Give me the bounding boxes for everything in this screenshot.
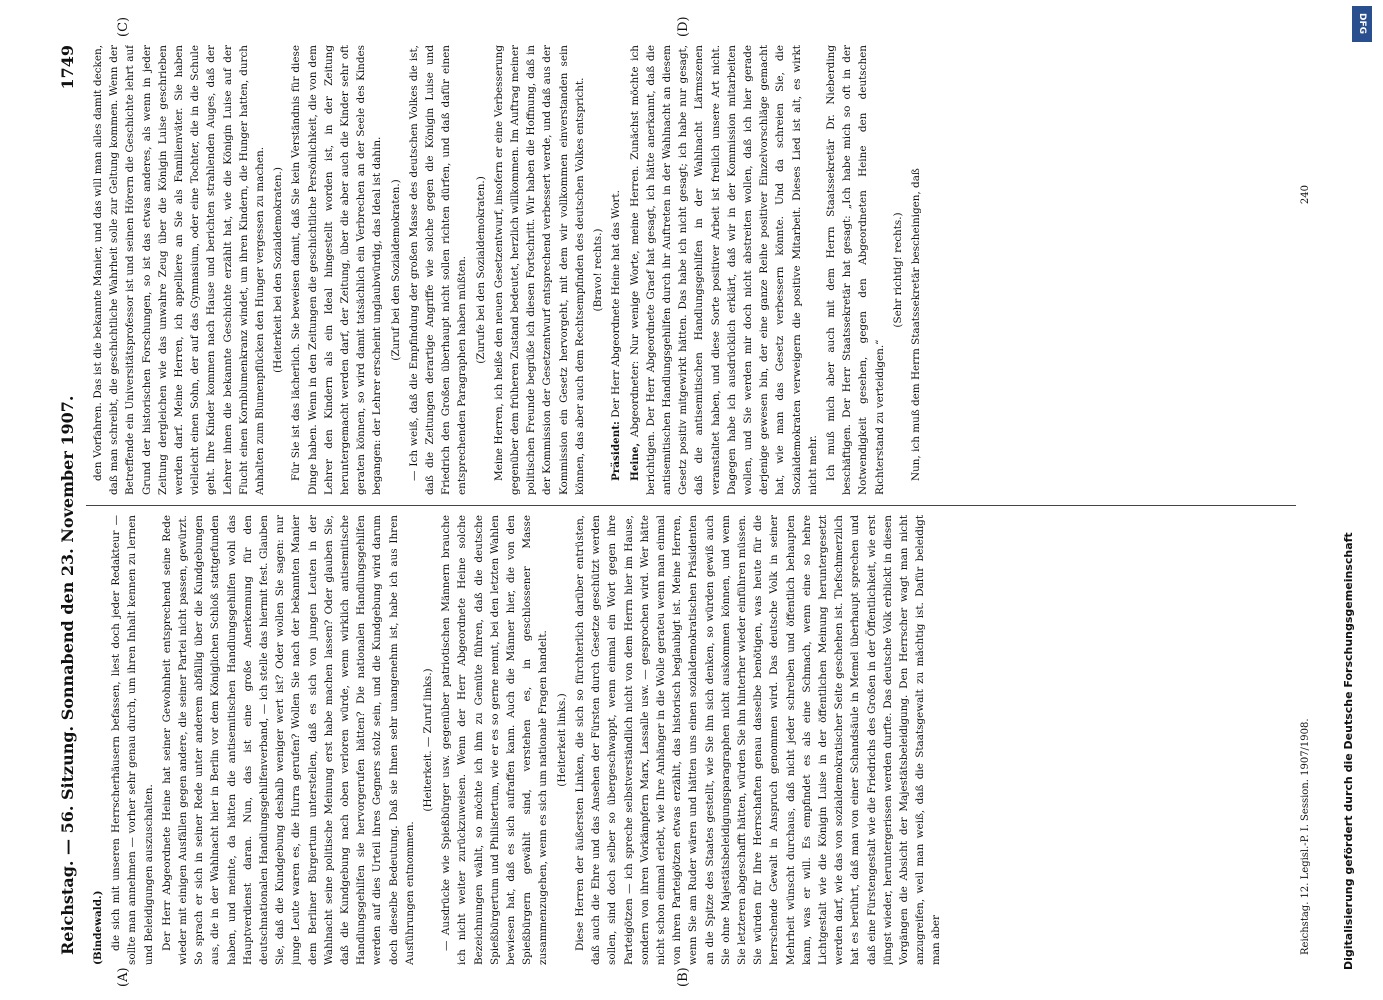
body-paragraph: — Ich weiß, daß die Empfindung der großen Masse des deutschen Volkes die ist, daß die Zeitungen derartige Angriffe wie solche gegen die Königin Luise und Friedrich den Großen überhaupt nicht sollen richten dürfen, und daß dafür einen entsprechenden Paragraphen haben müßten. bbox=[407, 45, 469, 495]
margin-marker-d: (D) bbox=[676, 16, 691, 37]
body-paragraph: Nun, ich muß dem Herrn Staatssekretär bescheinigen, daß bbox=[909, 168, 922, 481]
digitization-note bbox=[1342, 0, 1383, 1000]
header-title: Reichstag. — 56. Sitzung. Sonnabend den 23. November 1907. bbox=[58, 395, 77, 955]
margin-marker-c: (C) bbox=[116, 16, 131, 37]
speech-text: Der Herr Abgeordnete Heine hat das Wort. bbox=[610, 190, 623, 422]
stage-direction: (Zurufe bei den Sozialdemokraten.) bbox=[474, 176, 487, 364]
page-number: 1749 bbox=[58, 45, 77, 90]
stage-direction: (Zuruf bei den Sozialdemokraten.) bbox=[389, 179, 402, 361]
stage-direction: (Sehr richtig! rechts.) bbox=[891, 212, 904, 328]
dfg-logo: DFG bbox=[1352, 6, 1372, 42]
stage-direction: (Bravo! rechts.) bbox=[592, 228, 605, 312]
margin-marker-a: (A) bbox=[116, 967, 131, 987]
stage-direction: (Heiterkeit links.) bbox=[555, 693, 568, 787]
column-divider bbox=[86, 505, 1296, 506]
speech-text: Abgeordneter: Nur wenige Worte, meine Herren. Zunächst möchte ich berichtigen. Der Herr Abgeordnete Graef hat gesagt, ich hätte anerkannt, daß die antisemitischen Handlungsgehilfen durch ihr Auftreten in der Wahlnacht an diesem Gesetz positiv mitgewirkt hätten. Das habe ich nicht gesagt; ich habe nur gesagt, daß die antisemitischen Handlungsgehilfen in der Wahlnacht Lärmszenen veranstaltet haben, und diese Sorte positiver Arbeit ist freilich unsere Art nicht. Dagegen habe ich ausdrücklich erklärt, daß wir in der Kommission mitarbeiten wollen, und Sie werden mir doch nicht abstreiten wollen, daß ich hier gerade derjenige gewesen bin, der eine ganze Reihe positiver Einzelvorschläge gemacht hat, wie man das Gesetz verbessern könnte. Und da schreien Sie, die Sozialdemokraten verweigern die positive Mitarbeit. Dieses Lied ist alt, es wirkt nicht mehr. bbox=[628, 45, 819, 495]
body-paragraph: den Vorfahren. Das ist die bekannte Manier, und das will man alles damit decken, daß man schreibt, die geschichtliche Wahrheit solle zur Geltung kommen. Wenn der Betreffende ein Universitätsprofessor ist und seinen Hörern die Geschichte lehrt auf Grund der historischen Forschungen, so ist das etwas anderes, als wenn in jeder Zeitung dergleichen wie das unwahre Zeug über die Königin Luise geschrieben werden darf. Meine Herren, ich appelliere an Sie als Familienväter. Sie haben vielleicht einen Sohn, der auf das Gymnasium, oder eine Tochter, die in die Schule geht. Ihre Kinder kommen nach Hause und berichten strahlenden Auges, daß der Lehrer ihnen die bekannte Geschichte erzählt hat, wie die Königin Luise auf der Flucht einen Kornblumenkranz windet, um ihren Kindern, die Hunger hatten, durch Anhalten zum Blumenpflücken den Hunger vergessen zu machen. bbox=[92, 45, 267, 495]
speaker-label bbox=[90, 515, 106, 965]
margin-marker-b: (B) bbox=[676, 967, 691, 987]
body-paragraph: Der Herr Abgeordnete Heine hat seiner Gewohnheit entsprechend seine Rede wieder mit einigen Ausfällen gegen andere, die seiner Partei nicht passen, gewürzt. So sprach er sich in seiner Rede unter anderem abfällig über die Kundgebungen aus, die in der Wahlnacht hier in Berlin vor dem Königlichen Schloß stattgefunden haben, und meinte, da hätten die antisemitischen Handlungsgehilfen wohl das Hauptverdienst daran. Nun, das ist eine große Anerkennung für den deutschnationalen Handlungsgehilfenverband, — ich stelle das hiermit fest. Glauben Sie, daß die Kundgebung deshalb weniger wert ist? Oder wollen Sie sagen: nur junge Leute waren es, die Hurra gerufen? Wollen Sie nach der bekannten Manier dem Berliner Bürgertum unterstellen, daß es sich von jungen Leuten in der Wahlnacht seine politische Meinung erst habe machen lassen? Oder glauben Sie, daß die Kundgebung nach oben verloren würde, wenn wirklich antisemitische Handlungsgehilfen sie hervorgerufen hätten? Die nationalen Handlungsgehilfen werden auf dies Urteil ihres Gegners stolz sein, und die Kundgebung wird darum doch dieselbe Bedeutung. Daß sie Ihnen sehr unangenehm ist, habe ich aus Ihren Ausführungen entnommen. bbox=[160, 515, 416, 965]
stage-direction: (Heiterkeit bei den Sozialdemokraten.) bbox=[272, 167, 285, 373]
footer-session: Reichstag. 12. Legisl.-P. I. Session. 1907/1908. bbox=[1300, 718, 1311, 955]
speaker-name: (Bindewald.) bbox=[92, 890, 104, 965]
speaker-name: Heine, bbox=[628, 442, 641, 481]
body-paragraph: Meine Herren, ich heiße den neuen Gesetzentwurf, insofern er eine Verbesserung gegenüber dem früheren Zustand bedeutet, herzlich willkommen. Im Auftrag meiner politischen Freunde begrüße ich diesen Fortschritt. Wir haben die Hoffnung, daß in der Kommission der Gesetzentwurf entsprechend verbessert werde, und daß aus der Kommission ein Gesetz hervorgeht, mit dem wir vollkommen einverstanden sein können, das aber auch dem Rechtsempfinden des deutschen Volkes entspricht. bbox=[492, 45, 586, 495]
speech-paragraph bbox=[627, 45, 821, 495]
right-column bbox=[90, 45, 1290, 495]
body-paragraph: Für Sie ist das lächerlich. Sie beweisen damit, daß Sie kein Verständnis für diese Dinge haben. Wenn in den Zeitungen die geschichtliche Persönlichkeit, die von dem Lehrer den Kindern als ein Ideal hingestellt worden ist, in der Zeitung heruntergemacht werden darf, der Zeitung, über die aber auch die Kinder sehr oft geraten können, so wird damit tatsächlich ein Verbrechen an der Seele des Kindes begangen: der Lehrer erscheint unglaubwürdig, das Ideal ist dahin. bbox=[290, 45, 384, 495]
stage-direction: (Heiterkeit. — Zuruf links.) bbox=[422, 668, 435, 812]
speaker-name: Präsident: bbox=[610, 421, 623, 481]
digitization-text: Digitalisierung gefördert durch die Deutsche Forschungsgemeinschaft bbox=[1342, 532, 1355, 970]
body-paragraph: Diese Herren der äußersten Linken, die sich so fürchterlich darüber entrüsten, daß auch die Ehre und das Ansehen der Fürsten durch Gesetze geschützt werden sollen, sind doch selber so übergeschwappt, wenn einmal ein Wort gegen ihre Parteigötzen — ich spreche selbstverständlich nicht von dem Herrn hier im Hause, sondern von ihren Vorkämpfern Marx, Lassalle usw. — gesprochen wird. Wer hätte nicht schon einmal erlebt, wie Ihre Anhänger in die Wolle gerateu wenn man einmal von ihren Parteigötzen etwas erzählt, das historisch beglaubigt ist. Meine Herren, wenn Sie am Ruder wären und hätten uns einen sozialdemokratischen Präsidenten an die Spitze des Staates gestellt, wie Sie ihn sich denken, so würden gewiß auch Sie ohne Majestätsbeleidigungsparagraphen nicht auskommen können, und wenn Sie letzteren abgeschafft hätten, würden Sie ihn hinterher wieder einführen müssen. Sie würden für Ihre Herrschaften genau dasselbe benötigen, was heute für die herrschende Gewalt in Anspruch genommen wird. Das deutsche Volk in seiner Mehrheit wünscht durchaus, daß nicht jeder schreiben und öffentlich behaupten kann, was er will. Es empfindet es als eine Schmach, wenn eine so hehre Lichtgestalt wie die Königin Luise in der öffentlichen Meinung heruntergesetzt werden darf, wie das von sozialdemokratischer Seite geschehen ist. Tiefschmerzlich hat es berührt, daß man von einer Schandsäule in Memel überhaupt sprechen und daß eine Fürstengestalt wie die Friedrichs des Großen in der Öffentlichkeit, wie erst jüngst wieder, heruntergerissen werden durfte. Das deutsche Volk erblickt in diesen Vorgängen die Absicht der Majestätsbeleidigung. Den Herrscher wagt man nicht anzugreifen, weil man weiß, daß die Staatsgewalt zu mächtig ist. Dafür beleidigt man aber bbox=[573, 515, 943, 965]
body-paragraph: Ich muß mich aber auch mit dem Herrn Staatssekretär Dr. Nieberding beschäftigen. Der Herr Staatssekretär hat gesagt: „Ich habe mich so oft in der Notwendigkeit gesehen, gegen den Abgeordneten Heine den deutschen Richterstand zu verteidigen.“ bbox=[824, 45, 886, 495]
rotated-printed-page bbox=[56, 16, 1326, 987]
president-remark bbox=[608, 45, 624, 495]
page-footer bbox=[1296, 35, 1318, 965]
body-paragraph: — Ausdrücke wie Spießbürger usw. gegenüber patriotischen Männern brauche ich nicht weiter zurückzuweisen. Wenn der Herr Abgeordnete Heine solche Bezeichnungen wählt, so möchte ich ihm zu Gemüte führen, daß die deutsche Spießbürgertum und Philistertum, wie er es so gerne nennt, bei den letzten Wahlen bewiesen hat, daß es sich aufraffen kann. Auch die Männer hier, die von den Spießbürgern gewählt sind, verstehen es, in geschlossener Masse zusammenzugehen, wenn es sich um nationale Fragen handelt. bbox=[440, 515, 550, 965]
footer-signature: 240 bbox=[1300, 185, 1311, 205]
page-header bbox=[56, 35, 82, 965]
body-paragraph: die sich mit unseren Herrscherhäusern befassen, liest doch jeder Redakteur — sollte man annehmen — vorher sehr genau durch, um ihren Inhalt kennen zu lernen und Beleidigungen auszuschalten. bbox=[110, 515, 155, 965]
left-column bbox=[90, 515, 1290, 965]
